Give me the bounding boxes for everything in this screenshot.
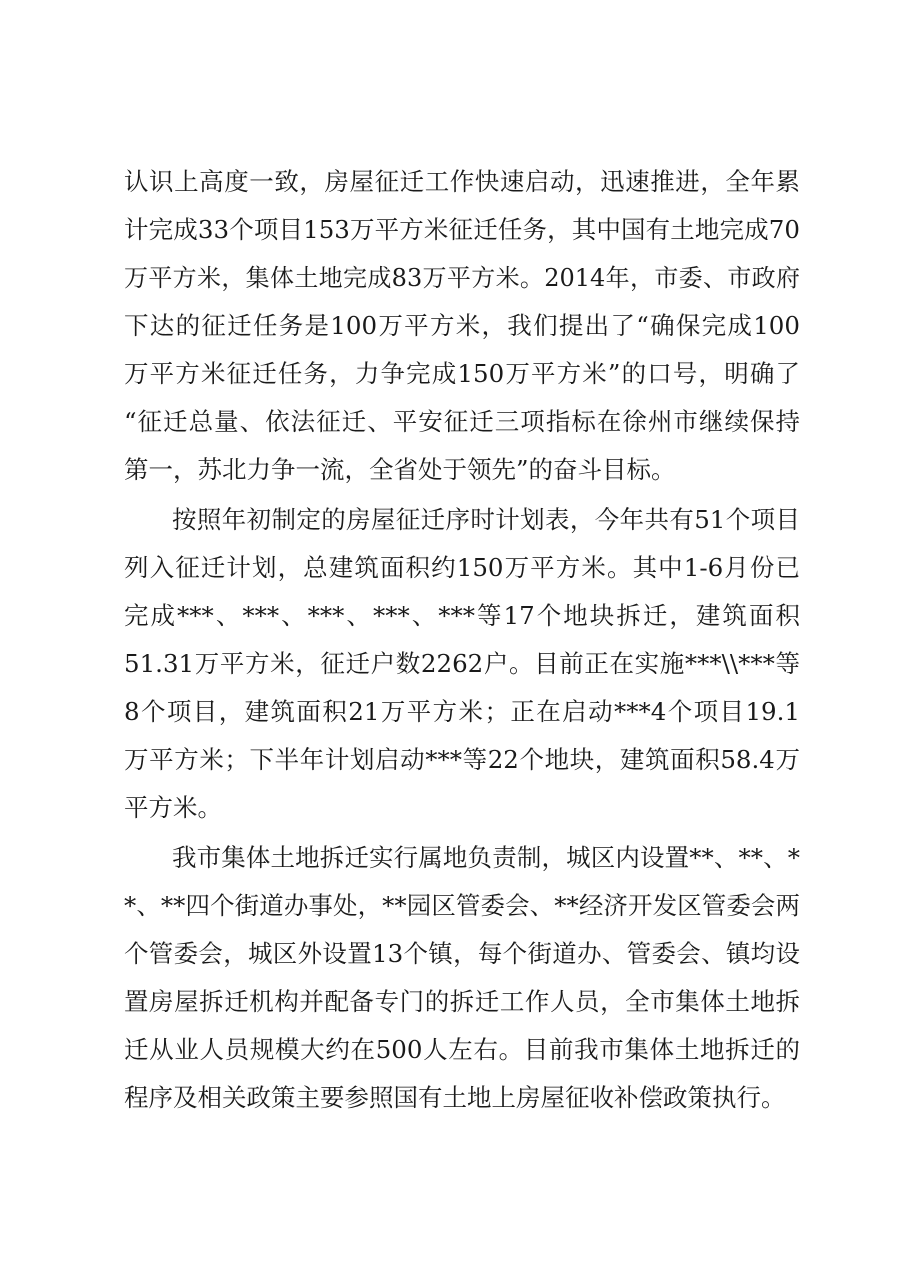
paragraph-2-line-5: 8个项目，建筑面积21万平方米；正在启动***4个项目19.1 <box>124 697 800 726</box>
paragraph-3-line-5: 迁从业人员规模大约在500人左右。目前我市集体土地拆迁的 <box>124 1035 800 1064</box>
paragraph-1-line-3: 万平方米，集体土地完成83万平方米。2014年，市委、市政府 <box>124 264 800 292</box>
paragraph-2-line-4: 51.31万平方米，征迁户数2262户。目前正在实施***\\***等 <box>124 649 800 678</box>
paragraph-1-line-6: “征迁总量、依法征迁、平安征迁三项指标在徐州市继续保持 <box>124 407 800 436</box>
paragraph-2-line-1: 按照年初制定的房屋征迁序时计划表，今年共有51个项目 <box>172 505 800 534</box>
paragraph-3-line-3: 个管委会，城区外设置13个镇，每个街道办、管委会、镇均设 <box>124 939 800 968</box>
paragraph-1-line-7: 第一，苏北力争一流，全省处于领先”的奋斗目标。 <box>124 455 676 484</box>
paragraph-1-line-4: 下达的征迁任务是100万平方米，我们提出了“确保完成100 <box>124 311 800 340</box>
paragraph-2-line-6: 万平方米；下半年计划启动***等22个地块，建筑面积58.4万 <box>124 745 800 774</box>
paragraph-3-line-1: 我市集体土地拆迁实行属地负责制，城区内设置**、**、* <box>172 843 800 872</box>
paragraph-2-line-7: 平方米。 <box>124 793 222 822</box>
paragraph-2-line-2: 列入征迁计划，总建筑面积约150万平方米。其中1-6月份已 <box>124 553 800 582</box>
paragraph-2-line-3: 完成***、***、***、***、***等17个地块拆迁，建筑面积 <box>124 601 800 630</box>
paragraph-1-line-1: 认识上高度一致，房屋征迁工作快速启动，迅速推进，全年累 <box>124 167 800 196</box>
paragraph-3-line-2: *、**四个街道办事处，**园区管委会、**经济开发区管委会两 <box>124 891 800 920</box>
paragraph-1-line-2: 计完成33个项目153万平方米征迁任务，其中国有土地完成70 <box>124 215 800 244</box>
paragraph-1-line-5: 万平方米征迁任务，力争完成150万平方米”的口号，明确了 <box>124 359 800 388</box>
paragraph-3-line-4: 置房屋拆迁机构并配备专门的拆迁工作人员，全市集体土地拆 <box>124 987 800 1016</box>
paragraph-3-line-6: 程序及相关政策主要参照国有土地上房屋征收补偿政策执行。 <box>124 1083 786 1112</box>
